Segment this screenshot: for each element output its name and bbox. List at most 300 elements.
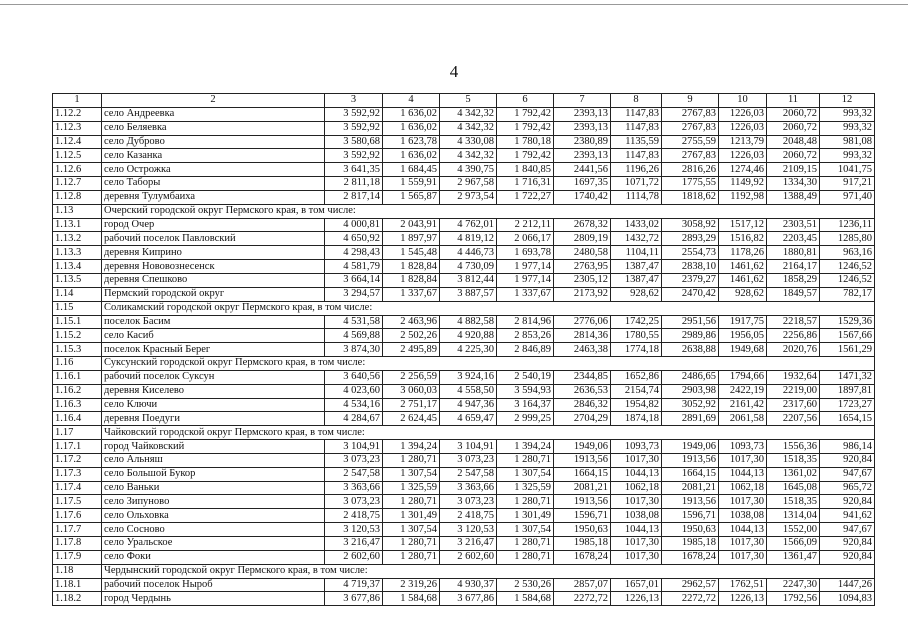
value-cell: 2256,86	[767, 329, 820, 343]
value-cell: 2081,21	[662, 481, 719, 495]
value-cell: 1071,72	[611, 177, 662, 191]
value-cell: 4 531,58	[325, 315, 383, 329]
value-cell: 2470,42	[662, 287, 719, 301]
table-row	[53, 107, 875, 121]
value-cell: 1 977,14	[497, 273, 554, 287]
value-cell: 1 337,67	[383, 287, 440, 301]
value-cell: 1985,18	[554, 537, 611, 551]
value-cell: 3 640,56	[325, 370, 383, 384]
row-code: 1.17.1	[53, 440, 102, 454]
value-cell: 3 073,23	[325, 495, 383, 509]
value-cell: 1104,11	[611, 246, 662, 260]
value-cell: 2303,51	[767, 218, 820, 232]
value-cell: 1818,62	[662, 190, 719, 204]
row-code: 1.13.1	[53, 218, 102, 232]
value-cell: 1094,83	[820, 592, 875, 606]
value-cell: 1 636,02	[383, 149, 440, 163]
value-cell: 2814,36	[554, 329, 611, 343]
value-cell: 3 580,68	[325, 135, 383, 149]
settlement-name: село Ключи	[102, 398, 325, 412]
value-cell: 1147,83	[611, 107, 662, 121]
row-code: 1.12.4	[53, 135, 102, 149]
value-cell: 2638,88	[662, 343, 719, 357]
value-cell: 1874,18	[611, 412, 662, 426]
value-cell: 1880,81	[767, 246, 820, 260]
value-cell: 3 592,92	[325, 107, 383, 121]
column-number: 11	[767, 94, 820, 108]
value-cell: 3 887,57	[440, 287, 497, 301]
value-cell: 2379,27	[662, 273, 719, 287]
value-cell: 2903,98	[662, 384, 719, 398]
table-row	[53, 398, 875, 412]
value-cell: 3 294,57	[325, 287, 383, 301]
table-row	[53, 121, 875, 135]
value-cell: 2 319,26	[383, 578, 440, 592]
value-cell: 1 716,31	[497, 177, 554, 191]
value-cell: 2962,57	[662, 578, 719, 592]
column-number: 4	[383, 94, 440, 108]
value-cell: 1038,08	[719, 509, 767, 523]
row-code: 1.12.6	[53, 163, 102, 177]
value-cell: 1017,30	[611, 495, 662, 509]
table-row	[53, 246, 875, 260]
value-cell: 2441,56	[554, 163, 611, 177]
value-cell: 2755,59	[662, 135, 719, 149]
value-cell: 1093,73	[611, 440, 662, 454]
value-cell: 3 073,23	[325, 453, 383, 467]
section-title: Очерский городской округ Пермского края, в том числе:	[102, 204, 875, 218]
value-cell: 2846,32	[554, 398, 611, 412]
value-cell: 3 677,86	[325, 592, 383, 606]
table-row	[53, 578, 875, 592]
value-cell: 2951,56	[662, 315, 719, 329]
value-cell: 2767,83	[662, 149, 719, 163]
settlement-name: село Касиб	[102, 329, 325, 343]
table-row	[53, 190, 875, 204]
column-number: 9	[662, 94, 719, 108]
value-cell: 2272,72	[662, 592, 719, 606]
value-cell: 1 828,84	[383, 273, 440, 287]
table-row	[53, 412, 875, 426]
column-number: 2	[102, 94, 325, 108]
value-cell: 1985,18	[662, 537, 719, 551]
value-cell: 920,84	[820, 453, 875, 467]
value-cell: 1387,47	[611, 260, 662, 274]
value-cell: 1556,36	[767, 440, 820, 454]
value-cell: 1246,52	[820, 273, 875, 287]
value-cell: 1314,04	[767, 509, 820, 523]
value-cell: 2 212,11	[497, 218, 554, 232]
value-cell: 2154,74	[611, 384, 662, 398]
row-code: 1.13.2	[53, 232, 102, 246]
table-row	[53, 467, 875, 481]
value-cell: 4 342,32	[440, 107, 497, 121]
settlement-name: село Сосново	[102, 523, 325, 537]
value-cell: 2 751,17	[383, 398, 440, 412]
value-cell: 1432,72	[611, 232, 662, 246]
value-cell: 1917,75	[719, 315, 767, 329]
value-cell: 1017,30	[611, 537, 662, 551]
settlement-name: рабочий поселок Суксун	[102, 370, 325, 384]
value-cell: 1858,29	[767, 273, 820, 287]
value-cell: 4 342,32	[440, 149, 497, 163]
settlement-name: село Острожка	[102, 163, 325, 177]
value-cell: 2 811,18	[325, 177, 383, 191]
row-code: 1.16.4	[53, 412, 102, 426]
value-cell: 963,16	[820, 246, 875, 260]
row-code: 1.17	[53, 426, 102, 440]
value-cell: 1135,59	[611, 135, 662, 149]
settlement-name: Пермский городской округ	[102, 287, 325, 301]
value-cell: 1913,56	[662, 495, 719, 509]
value-cell: 993,32	[820, 121, 875, 135]
value-cell: 4 730,09	[440, 260, 497, 274]
value-cell: 1 280,71	[383, 453, 440, 467]
value-cell: 1949,68	[719, 343, 767, 357]
table-row	[53, 329, 875, 343]
value-cell: 4 947,36	[440, 398, 497, 412]
column-number: 3	[325, 94, 383, 108]
value-cell: 1 897,97	[383, 232, 440, 246]
value-cell: 1 792,42	[497, 149, 554, 163]
value-cell: 986,14	[820, 440, 875, 454]
table-row	[53, 550, 875, 564]
value-cell: 1226,03	[719, 107, 767, 121]
value-cell: 3 120,53	[440, 523, 497, 537]
value-cell: 1226,03	[719, 149, 767, 163]
table-row	[53, 440, 875, 454]
value-cell: 1 584,68	[383, 592, 440, 606]
value-cell: 1596,71	[554, 509, 611, 523]
row-code: 1.12.5	[53, 149, 102, 163]
value-cell: 1 280,71	[383, 550, 440, 564]
value-cell: 1 280,71	[497, 495, 554, 509]
value-cell: 3 216,47	[325, 537, 383, 551]
value-cell: 1044,13	[719, 523, 767, 537]
value-cell: 4 023,60	[325, 384, 383, 398]
value-cell: 1388,49	[767, 190, 820, 204]
value-cell: 3 874,30	[325, 343, 383, 357]
value-cell: 3 073,23	[440, 495, 497, 509]
column-number-row	[53, 94, 875, 108]
value-cell: 1678,24	[554, 550, 611, 564]
section-title: Соликамский городской округ Пермского края, в том числе:	[102, 301, 875, 315]
value-cell: 2 495,89	[383, 343, 440, 357]
settlement-name: село Зипуново	[102, 495, 325, 509]
value-cell: 4 342,32	[440, 121, 497, 135]
value-cell: 971,40	[820, 190, 875, 204]
value-cell: 2 256,59	[383, 370, 440, 384]
value-cell: 1664,15	[554, 467, 611, 481]
value-cell: 1 722,27	[497, 190, 554, 204]
value-cell: 2219,00	[767, 384, 820, 398]
value-cell: 2809,19	[554, 232, 611, 246]
row-code: 1.12.2	[53, 107, 102, 121]
table-row	[53, 384, 875, 398]
settlement-name: село Фоки	[102, 550, 325, 564]
value-cell: 2816,26	[662, 163, 719, 177]
value-cell: 3 073,23	[440, 453, 497, 467]
value-cell: 1 545,48	[383, 246, 440, 260]
value-cell: 1178,26	[719, 246, 767, 260]
value-cell: 2380,89	[554, 135, 611, 149]
value-cell: 1566,09	[767, 537, 820, 551]
value-cell: 2060,72	[767, 149, 820, 163]
value-cell: 4 446,73	[440, 246, 497, 260]
value-cell: 1213,79	[719, 135, 767, 149]
value-cell: 2 602,60	[325, 550, 383, 564]
row-code: 1.13.5	[53, 273, 102, 287]
value-cell: 1774,18	[611, 343, 662, 357]
table-row	[53, 260, 875, 274]
settlement-name: город Чердынь	[102, 592, 325, 606]
row-code: 1.17.3	[53, 467, 102, 481]
section-title: Чердынский городской округ Пермского края, в том числе:	[102, 564, 875, 578]
value-cell: 1762,51	[719, 578, 767, 592]
row-code: 1.13	[53, 204, 102, 218]
value-cell: 4 000,81	[325, 218, 383, 232]
page-number: 4	[449, 62, 459, 81]
value-cell: 2422,19	[719, 384, 767, 398]
value-cell: 1334,30	[767, 177, 820, 191]
value-cell: 4 819,12	[440, 232, 497, 246]
value-cell: 928,62	[611, 287, 662, 301]
value-cell: 2 066,17	[497, 232, 554, 246]
value-cell: 3 677,86	[440, 592, 497, 606]
value-cell: 1678,24	[662, 550, 719, 564]
value-cell: 1226,13	[611, 592, 662, 606]
value-cell: 2 624,45	[383, 412, 440, 426]
value-cell: 3 664,14	[325, 273, 383, 287]
value-cell: 2020,76	[767, 343, 820, 357]
value-cell: 1913,56	[554, 453, 611, 467]
value-cell: 2060,72	[767, 107, 820, 121]
value-cell: 1147,83	[611, 121, 662, 135]
settlement-name: деревня Киприно	[102, 246, 325, 260]
value-cell: 1 780,18	[497, 135, 554, 149]
settlement-name: деревня Киселево	[102, 384, 325, 398]
value-cell: 3 592,92	[325, 149, 383, 163]
row-code: 1.16.1	[53, 370, 102, 384]
value-cell: 1723,27	[820, 398, 875, 412]
value-cell: 1 828,84	[383, 260, 440, 274]
value-cell: 3 104,91	[440, 440, 497, 454]
value-cell: 4 930,37	[440, 578, 497, 592]
settlement-name: рабочий поселок Ныроб	[102, 578, 325, 592]
settlement-name: село Большой Букор	[102, 467, 325, 481]
row-code: 1.17.5	[53, 495, 102, 509]
column-number: 10	[719, 94, 767, 108]
value-cell: 1 307,54	[383, 467, 440, 481]
column-number: 7	[554, 94, 611, 108]
value-cell: 1044,13	[719, 467, 767, 481]
value-cell: 1361,02	[767, 467, 820, 481]
table-row	[53, 149, 875, 163]
value-cell: 965,72	[820, 481, 875, 495]
value-cell: 3 592,92	[325, 121, 383, 135]
value-cell: 3052,92	[662, 398, 719, 412]
row-code: 1.17.9	[53, 550, 102, 564]
settlement-name: село Таборы	[102, 177, 325, 191]
value-cell: 1196,26	[611, 163, 662, 177]
value-cell: 4 719,37	[325, 578, 383, 592]
value-cell: 1 584,68	[497, 592, 554, 606]
row-code: 1.17.2	[53, 453, 102, 467]
value-cell: 1654,15	[820, 412, 875, 426]
value-cell: 3 594,93	[497, 384, 554, 398]
value-cell: 2207,56	[767, 412, 820, 426]
value-cell: 2 853,26	[497, 329, 554, 343]
value-cell: 1017,30	[719, 453, 767, 467]
table-row	[53, 135, 875, 149]
settlement-name: село Казанка	[102, 149, 325, 163]
value-cell: 2 418,75	[440, 509, 497, 523]
value-cell: 2164,17	[767, 260, 820, 274]
value-cell: 1 693,78	[497, 246, 554, 260]
page-top-border	[0, 4, 908, 5]
value-cell: 1 565,87	[383, 190, 440, 204]
value-cell: 1 636,02	[383, 121, 440, 135]
row-code: 1.14	[53, 287, 102, 301]
value-cell: 2 973,54	[440, 190, 497, 204]
value-cell: 941,62	[820, 509, 875, 523]
value-cell: 1236,11	[820, 218, 875, 232]
value-cell: 2767,83	[662, 107, 719, 121]
value-cell: 1 977,14	[497, 260, 554, 274]
value-cell: 2 846,89	[497, 343, 554, 357]
value-cell: 928,62	[719, 287, 767, 301]
section-row	[53, 426, 875, 440]
value-cell: 1 280,71	[383, 537, 440, 551]
table-row	[53, 370, 875, 384]
value-cell: 1 325,59	[383, 481, 440, 495]
column-number: 8	[611, 94, 662, 108]
value-cell: 3 924,16	[440, 370, 497, 384]
value-cell: 2247,30	[767, 578, 820, 592]
value-cell: 1093,73	[719, 440, 767, 454]
value-cell: 4 882,58	[440, 315, 497, 329]
value-cell: 3 120,53	[325, 523, 383, 537]
value-cell: 2463,38	[554, 343, 611, 357]
value-cell: 1740,42	[554, 190, 611, 204]
value-cell: 1 280,71	[497, 550, 554, 564]
value-cell: 2305,12	[554, 273, 611, 287]
value-cell: 1794,66	[719, 370, 767, 384]
value-cell: 1849,57	[767, 287, 820, 301]
value-cell: 1 280,71	[497, 537, 554, 551]
value-cell: 3 164,37	[497, 398, 554, 412]
value-cell: 2 967,58	[440, 177, 497, 191]
table-row	[53, 509, 875, 523]
value-cell: 2 817,14	[325, 190, 383, 204]
section-title: Чайковский городской округ Пермского края, в том числе:	[102, 426, 875, 440]
value-cell: 1433,02	[611, 218, 662, 232]
value-cell: 2344,85	[554, 370, 611, 384]
value-cell: 1742,25	[611, 315, 662, 329]
column-number: 1	[53, 94, 102, 108]
value-cell: 1461,62	[719, 260, 767, 274]
value-cell: 2 043,91	[383, 218, 440, 232]
row-code: 1.12.7	[53, 177, 102, 191]
value-cell: 2838,10	[662, 260, 719, 274]
value-cell: 1645,08	[767, 481, 820, 495]
value-cell: 1149,92	[719, 177, 767, 191]
value-cell: 4 284,67	[325, 412, 383, 426]
value-cell: 1062,18	[719, 481, 767, 495]
value-cell: 1913,56	[662, 453, 719, 467]
value-cell: 1 394,24	[497, 440, 554, 454]
tariff-table	[52, 93, 875, 606]
value-cell: 1192,98	[719, 190, 767, 204]
value-cell: 2767,83	[662, 121, 719, 135]
column-number: 5	[440, 94, 497, 108]
value-cell: 1387,47	[611, 273, 662, 287]
value-cell: 1274,46	[719, 163, 767, 177]
value-cell: 2 502,26	[383, 329, 440, 343]
value-cell: 4 659,47	[440, 412, 497, 426]
value-cell: 4 298,43	[325, 246, 383, 260]
row-code: 1.16	[53, 357, 102, 371]
value-cell: 1 307,54	[497, 523, 554, 537]
value-cell: 1 636,02	[383, 107, 440, 121]
value-cell: 2081,21	[554, 481, 611, 495]
row-code: 1.16.2	[53, 384, 102, 398]
value-cell: 1 280,71	[497, 453, 554, 467]
value-cell: 1517,12	[719, 218, 767, 232]
value-cell: 2161,42	[719, 398, 767, 412]
value-cell: 1664,15	[662, 467, 719, 481]
row-code: 1.12.8	[53, 190, 102, 204]
settlement-name: село Беляевка	[102, 121, 325, 135]
settlement-name: рабочий поселок Павловский	[102, 232, 325, 246]
value-cell: 1 684,45	[383, 163, 440, 177]
table-row	[53, 287, 875, 301]
row-code: 1.17.6	[53, 509, 102, 523]
value-cell: 1285,80	[820, 232, 875, 246]
value-cell: 1017,30	[719, 537, 767, 551]
value-cell: 2272,72	[554, 592, 611, 606]
value-cell: 2704,29	[554, 412, 611, 426]
value-cell: 1775,55	[662, 177, 719, 191]
row-code: 1.18	[53, 564, 102, 578]
settlement-name: село Дуброво	[102, 135, 325, 149]
value-cell: 2 418,75	[325, 509, 383, 523]
value-cell: 1 301,49	[383, 509, 440, 523]
row-code: 1.15	[53, 301, 102, 315]
row-code: 1.18.1	[53, 578, 102, 592]
value-cell: 2 547,58	[325, 467, 383, 481]
value-cell: 2893,29	[662, 232, 719, 246]
value-cell: 1044,13	[611, 523, 662, 537]
value-cell: 1552,00	[767, 523, 820, 537]
settlement-name: деревня Поедуги	[102, 412, 325, 426]
row-code: 1.16.3	[53, 398, 102, 412]
table-row	[53, 453, 875, 467]
value-cell: 920,84	[820, 550, 875, 564]
settlement-name: деревня Тулумбаиха	[102, 190, 325, 204]
table-row	[53, 343, 875, 357]
value-cell: 3 363,66	[325, 481, 383, 495]
value-cell: 947,67	[820, 467, 875, 481]
value-cell: 1950,63	[662, 523, 719, 537]
value-cell: 947,67	[820, 523, 875, 537]
value-cell: 2173,92	[554, 287, 611, 301]
value-cell: 1652,86	[611, 370, 662, 384]
value-cell: 4 225,30	[440, 343, 497, 357]
settlement-name: поселок Красный Берег	[102, 343, 325, 357]
value-cell: 1447,26	[820, 578, 875, 592]
value-cell: 1950,63	[554, 523, 611, 537]
